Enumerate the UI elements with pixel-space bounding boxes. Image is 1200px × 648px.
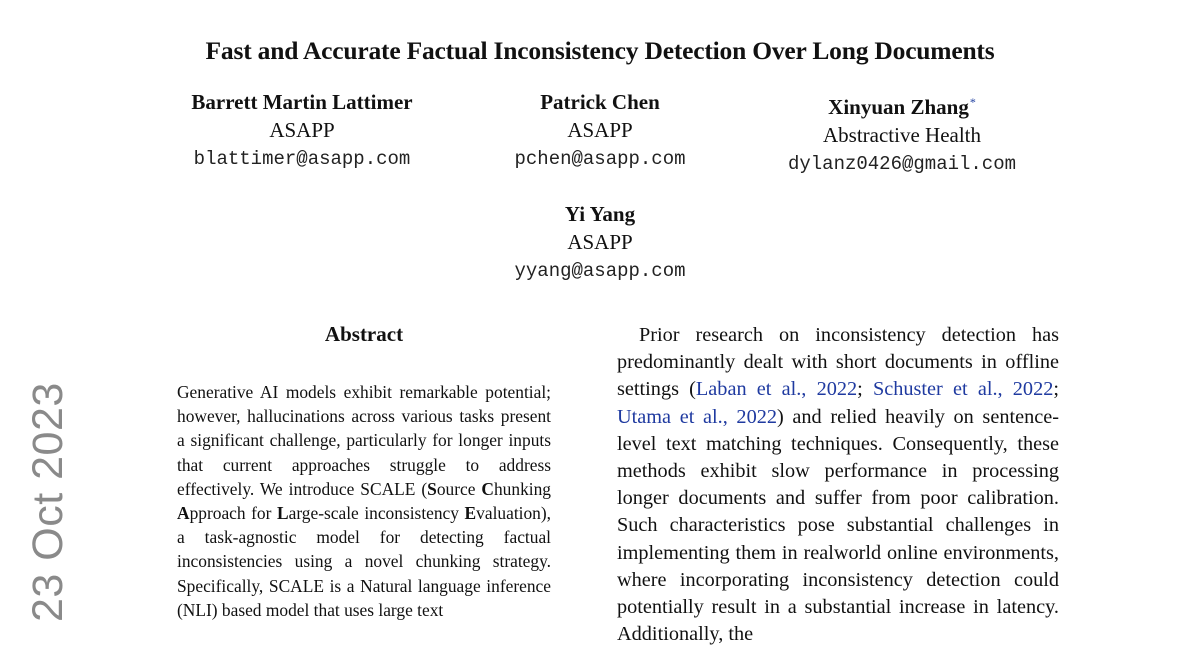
author-email[interactable]: blattimer@asapp.com bbox=[193, 148, 411, 170]
citation-link[interactable]: Laban et al., 2022 bbox=[695, 378, 858, 401]
abstract-text: pproach for bbox=[189, 503, 277, 524]
author-email[interactable]: yyang@asapp.com bbox=[514, 260, 686, 282]
intro-paragraph bbox=[617, 322, 1059, 648]
author-name: Barrett Martin Lattimer bbox=[191, 90, 413, 114]
author-email[interactable]: pchen@asapp.com bbox=[514, 148, 686, 170]
abstract-text: arge-scale inconsistency bbox=[288, 503, 465, 524]
acronym-letter: S bbox=[427, 478, 437, 499]
author-name: Patrick Chen bbox=[540, 90, 660, 114]
abstract-body bbox=[177, 380, 551, 622]
author-block bbox=[440, 88, 760, 174]
intro-text: ) and relied heavily on sentence-level text matching techniques. Consequently, these methods exhibit slow performance in processing longer documents and suffer from poor calibration. Such characteristics pose substantial challenges in implementing them in realworld online environments, where incorporating inconsistency detection could potentially result in a substantial increase in latency. Additionally, the bbox=[617, 405, 1060, 646]
intro-text: Prior research on inconsistency detection has predominantly dealt with short documents in offline settings ( bbox=[617, 324, 1059, 401]
introduction-column bbox=[617, 322, 1059, 648]
abstract-text: hunking bbox=[493, 478, 551, 499]
author-affiliation: ASAPP bbox=[269, 118, 335, 142]
abstract-paragraph bbox=[177, 380, 551, 622]
acronym-letter: L bbox=[276, 503, 289, 524]
abstract-text: valuation), a task-agnostic model for detecting factual inconsistencies using a novel chunking strategy. Specifically, SCALE is a Natural language inference (NLI) based model that uses large text bbox=[177, 503, 552, 620]
author-affiliation: ASAPP bbox=[567, 230, 633, 254]
author-affiliation: ASAPP bbox=[567, 118, 633, 142]
paper-title: Fast and Accurate Factual Inconsistency Detection Over Long Documents bbox=[205, 36, 995, 65]
intro-text: ; bbox=[1053, 378, 1059, 401]
intro-text: ; bbox=[857, 378, 873, 401]
acronym-letter: A bbox=[177, 503, 190, 524]
arxiv-side-date: 23 Oct 2023 bbox=[24, 382, 72, 622]
abstract-heading: Abstract bbox=[324, 322, 404, 346]
citation-link[interactable]: Utama et al., 2022 bbox=[617, 405, 777, 428]
author-block bbox=[142, 88, 462, 174]
author-name: Yi Yang bbox=[564, 202, 636, 226]
footnote-marker[interactable]: * bbox=[969, 95, 976, 109]
abstract-text: ource bbox=[436, 478, 482, 499]
author-affiliation: Abstractive Health bbox=[822, 123, 982, 147]
citation-link[interactable]: Schuster et al., 2022 bbox=[872, 378, 1054, 401]
author-name-wrap bbox=[742, 88, 1062, 121]
author-block bbox=[742, 88, 1062, 179]
author-email[interactable]: dylanz0426@gmail.com bbox=[787, 153, 1017, 175]
acronym-letter: E bbox=[464, 503, 477, 524]
acronym-letter: C bbox=[481, 478, 494, 499]
abstract-text: Generative AI models exhibit remarkable potential; however, hallucinations across various tasks present a significant challenge, particularly for longer inputs that current approaches struggle to address effectively. We introduce SCALE ( bbox=[177, 382, 551, 499]
author-name: Xinyuan Zhang bbox=[828, 95, 969, 119]
author-block bbox=[440, 200, 760, 286]
